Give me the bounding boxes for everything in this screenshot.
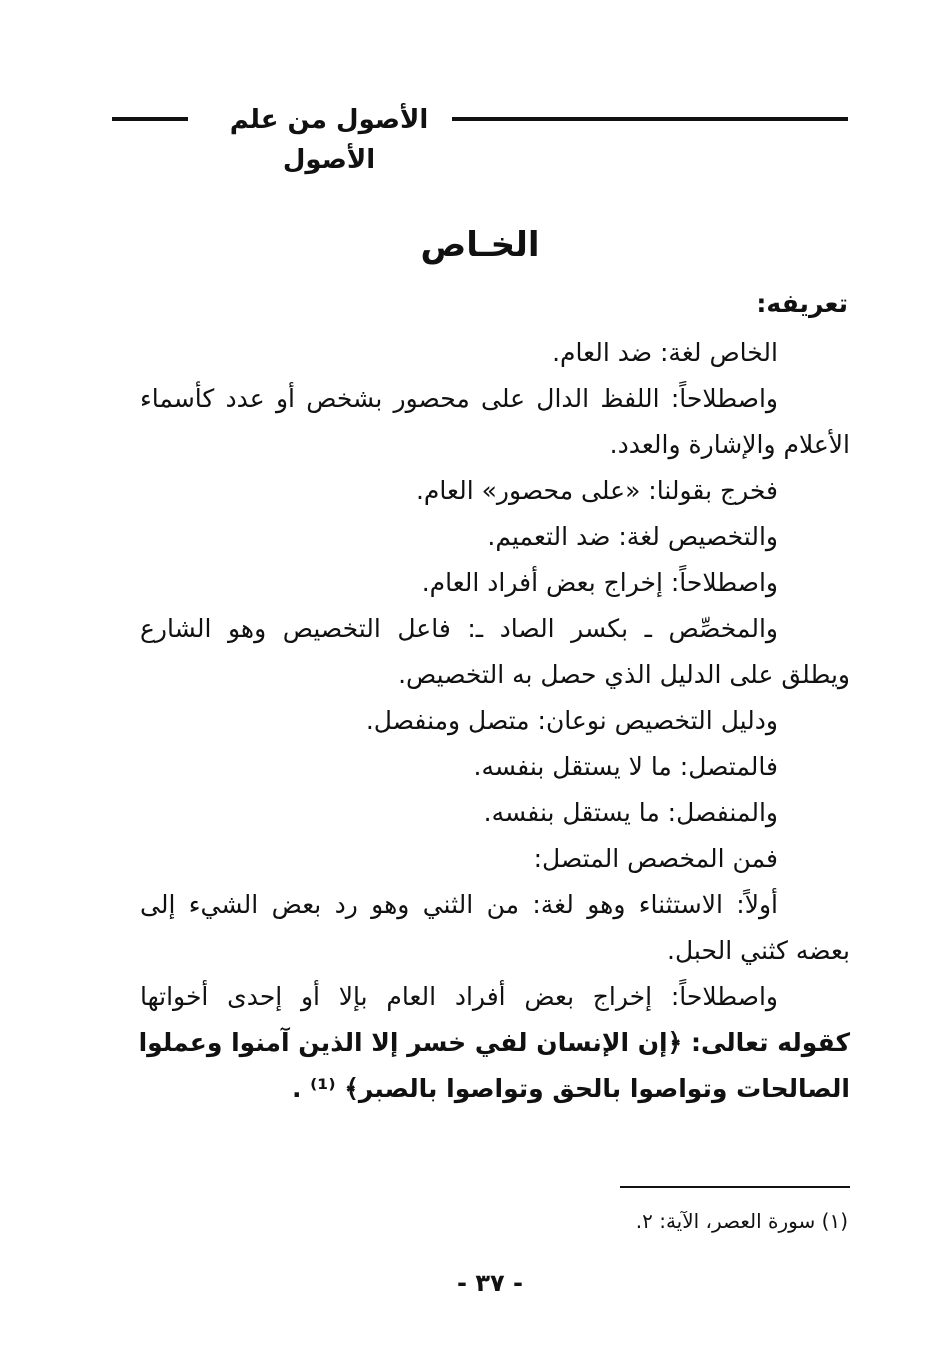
- header-rule-left: [112, 117, 188, 121]
- text-line-9: ودليل التخصيص نوعان: متصل ومنفصل.: [365, 706, 778, 735]
- text-line-15: واصطلاحاً: إخراج بعض أفراد العام بإلا أو إحدى أخواتها: [140, 982, 778, 1011]
- text-line-5: والتخصيص لغة: ضد التعميم.: [487, 522, 778, 551]
- text-line-2: واصطلاحاً: اللفظ الدال على محصور بشخص أو عدد كأسماء: [140, 384, 778, 413]
- text-line-7: والمخصِّص ـ بكسر الصاد ـ: فاعل التخصيص وهو الشارع: [140, 614, 778, 643]
- text-line-11: والمنفصل: ما يستقل بنفسه.: [483, 798, 778, 827]
- text-line-16: كقوله تعالى: ﴿إن الإنسان لفي خسر إلا الذين آمنوا وعملوا: [138, 1028, 850, 1057]
- body-text: [140, 330, 850, 1130]
- text-line-3: الأعلام والإشارة والعدد.: [609, 430, 850, 459]
- footnote: (١) سورة العصر، الآية: ٢.: [635, 1209, 848, 1233]
- text-line-1: الخاص لغة: ضد العام.: [552, 338, 778, 367]
- text-line-4: فخرج بقولنا: «على محصور» العام.: [415, 476, 778, 505]
- header-rule-right: [452, 117, 848, 121]
- text-line-14: بعضه كثني الحبل.: [667, 936, 850, 965]
- text-line-6: واصطلاحاً: إخراج بعض أفراد العام.: [421, 568, 778, 597]
- footnote-divider: [620, 1186, 850, 1188]
- section-label: تعريفه:: [756, 289, 848, 318]
- chapter-title: الخـاص: [420, 225, 540, 265]
- text-line-13: أولاً: الاستثناء وهو لغة: من الثني وهو رد بعض الشيء إلى: [140, 890, 778, 919]
- text-line-17: الصالحات وتواصوا بالحق وتواصوا بالصبر﴾ ⁽¹⁾ .: [291, 1074, 850, 1103]
- text-line-8: ويطلق على الدليل الذي حصل به التخصيص.: [398, 660, 850, 689]
- book-title: الأصول من علم الأصول: [229, 105, 429, 175]
- text-line-12: فمن المخصص المتصل:: [533, 844, 778, 873]
- text-line-10: فالمتصل: ما لا يستقل بنفسه.: [473, 752, 778, 781]
- page-number: - ٣٧ -: [457, 1269, 523, 1297]
- running-header: [112, 100, 848, 175]
